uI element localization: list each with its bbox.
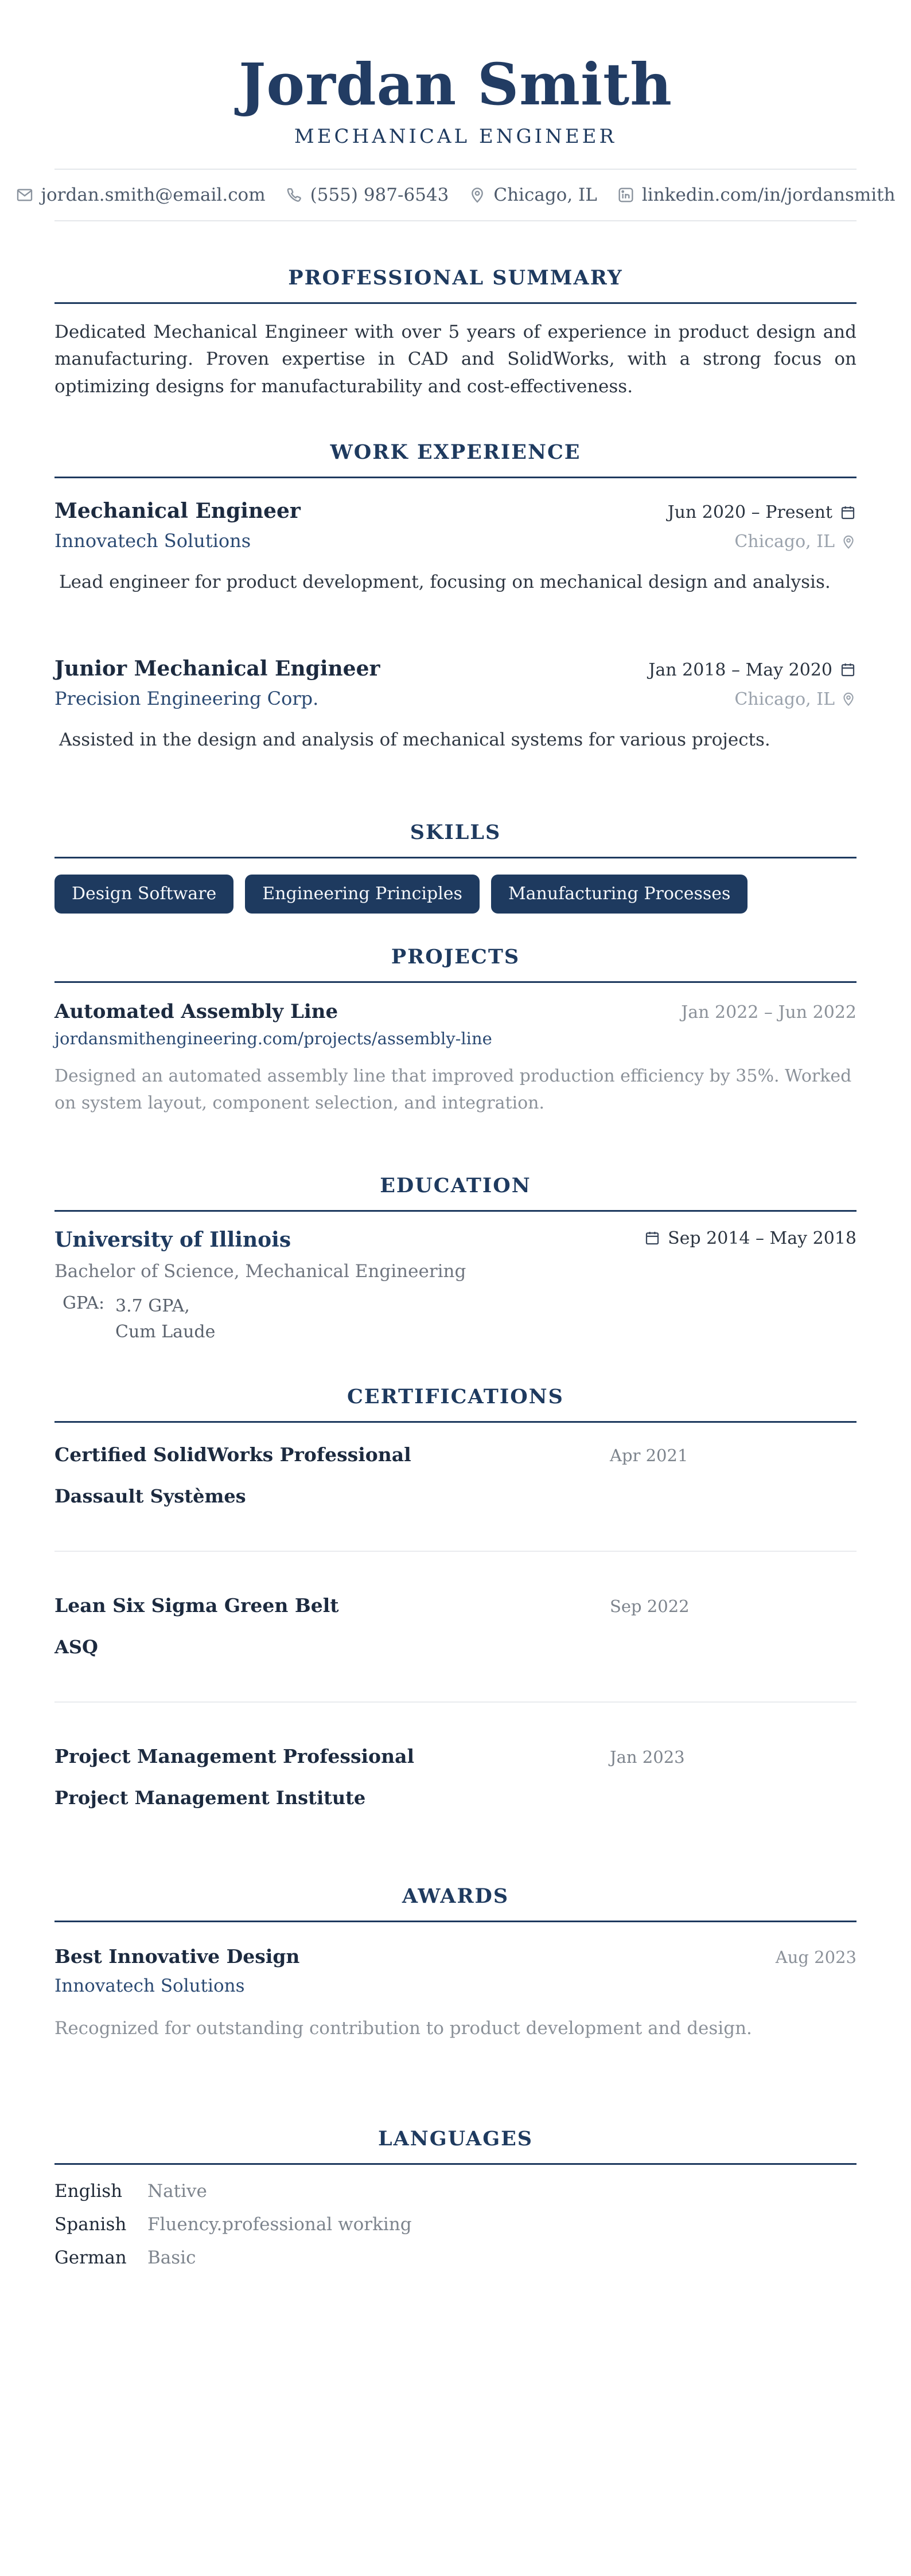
section-education [54,1174,857,1345]
section-skills [54,821,857,914]
section-awards [54,1884,857,2042]
award-entry [54,1945,857,2042]
calendar-icon [839,661,857,678]
language-row [54,2181,857,2202]
contact-row [41,170,896,220]
summary-heading: PROFESSIONAL SUMMARY [288,266,623,290]
award-name: Best Innovative Design [54,1945,300,1968]
certification-name: Project Management Professional [54,1745,414,1768]
project-name: Automated Assembly Line [54,1000,338,1024]
certification-date: Jan 2023 [610,1747,685,1767]
certification-org: Dassault Systèmes [54,1485,246,1508]
education-entry [54,1228,857,1345]
job-company: Innovatech Solutions [54,530,251,552]
certification-date: Apr 2021 [610,1446,688,1466]
job-location [734,532,857,552]
gpa-label: GPA: [63,1293,105,1314]
summary-heading-rule [54,302,857,304]
job-location-text: Chicago, IL [734,532,835,552]
resume-content [41,0,896,2269]
certification-divider [54,1551,857,1552]
certification-name: Lean Six Sigma Green Belt [54,1594,339,1617]
skill-pill: Engineering Principles [245,875,480,914]
certification-entry [54,1594,857,1658]
contact-email-text: jordan.smith@email.com [41,185,266,205]
education-dates-text: Sep 2014 – May 2018 [668,1228,857,1248]
award-org: Innovatech Solutions [54,1976,245,1997]
contact-phone-text: (555) 987-6543 [310,185,449,205]
certification-entry [54,1443,857,1507]
project-entry [54,1000,857,1117]
location-pin-icon [840,691,857,707]
email-icon [15,186,34,204]
certification-date: Sep 2022 [610,1597,690,1617]
location-pin-icon [468,186,486,204]
location-pin-icon [840,534,857,550]
award-date: Aug 2023 [775,1947,857,1968]
awards-heading: AWARDS [402,1884,509,1908]
project-dates: Jan 2022 – Jun 2022 [681,1002,857,1023]
languages-table [54,2181,857,2268]
degree: Bachelor of Science, Mechanical Engineering [54,1261,466,1282]
languages-heading-rule [54,2163,857,2165]
contact-phone[interactable] [285,185,449,205]
school-name: University of Illinois [54,1228,291,1252]
work-heading-rule [54,477,857,478]
job-location [734,689,857,709]
contact-linkedin[interactable] [617,185,896,205]
contact-email[interactable] [15,185,265,205]
work-heading: WORK EXPERIENCE [330,440,581,465]
certification-name: Certified SolidWorks Professional [54,1443,411,1466]
gpa-block [54,1293,857,1345]
section-professional-summary [54,266,857,400]
languages-heading: LANGUAGES [377,2127,534,2151]
education-heading-rule [54,1210,857,1212]
linkedin-icon [617,186,635,204]
header-divider-bottom [54,220,857,221]
job-location-text: Chicago, IL [734,689,835,709]
skill-pill: Manufacturing Processes [491,875,748,914]
certifications-heading-rule [54,1421,857,1423]
language-name: German [54,2247,127,2269]
awards-heading-rule [54,1921,857,1922]
candidate-job-title: MECHANICAL ENGINEER [294,125,617,148]
contact-location-text: Chicago, IL [493,185,597,205]
gpa-value: 3.7 GPA, [115,1296,190,1317]
language-name: Spanish [54,2214,127,2235]
language-row [54,2214,857,2235]
work-entry [54,499,857,596]
projects-heading: PROJECTS [391,945,520,969]
calendar-icon [644,1230,661,1247]
certification-entry [54,1745,857,1809]
certification-org: Project Management Institute [54,1787,366,1809]
section-projects [54,945,857,1117]
certifications-heading: CERTIFICATIONS [347,1385,564,1409]
language-level: Fluency.professional working [147,2214,412,2235]
language-level: Basic [147,2247,196,2269]
section-languages [54,2127,857,2268]
project-link[interactable]: jordansmithengineering.com/projects/assembly-line [54,1029,492,1049]
skill-pill: Design Software [54,875,233,914]
projects-heading-rule [54,981,857,983]
skills-heading: SKILLS [410,821,501,845]
skills-pill-row [54,875,857,914]
language-level: Native [147,2181,207,2202]
education-heading: EDUCATION [380,1174,531,1198]
job-description: Lead engineer for product development, focusing on mechanical design and analysis. [59,572,831,593]
project-description: Designed an automated assembly line that improved production efficiency by 35%. Worked on system layout, component selection, and integration. [54,1066,852,1113]
job-description: Assisted in the design and analysis of mechanical systems for various projects. [59,729,770,750]
work-entry [54,657,857,754]
gpa-honors: Cum Laude [115,1322,216,1342]
certification-divider [54,1701,857,1703]
summary-text: Dedicated Mechanical Engineer with over 5 years of experience in product design and manufacturing. Proven expertise in CAD and SolidWorks, with a strong focus on optimizing designs for manufacturability and cost-effectiveness. [54,322,857,397]
job-dates [648,660,857,680]
job-title: Mechanical Engineer [54,499,301,524]
job-dates [668,502,857,522]
certification-org: ASQ [54,1636,98,1658]
phone-icon [285,186,303,204]
job-title: Junior Mechanical Engineer [54,656,380,681]
contact-linkedin-text: linkedin.com/in/jordansmith [641,185,896,205]
contact-location [468,185,597,205]
section-work-experience [54,440,857,753]
calendar-icon [839,504,857,521]
job-dates-text: Jan 2018 – May 2020 [648,659,832,680]
skills-heading-rule [54,857,857,858]
job-company: Precision Engineering Corp. [54,687,319,709]
education-dates [644,1228,857,1248]
language-name: English [54,2181,123,2202]
candidate-name: Jordan Smith [239,50,672,118]
section-certifications [54,1385,857,1809]
award-description: Recognized for outstanding contribution to product development and design. [54,2018,752,2039]
job-dates-text: Jun 2020 – Present [667,502,832,523]
language-row [54,2247,857,2268]
